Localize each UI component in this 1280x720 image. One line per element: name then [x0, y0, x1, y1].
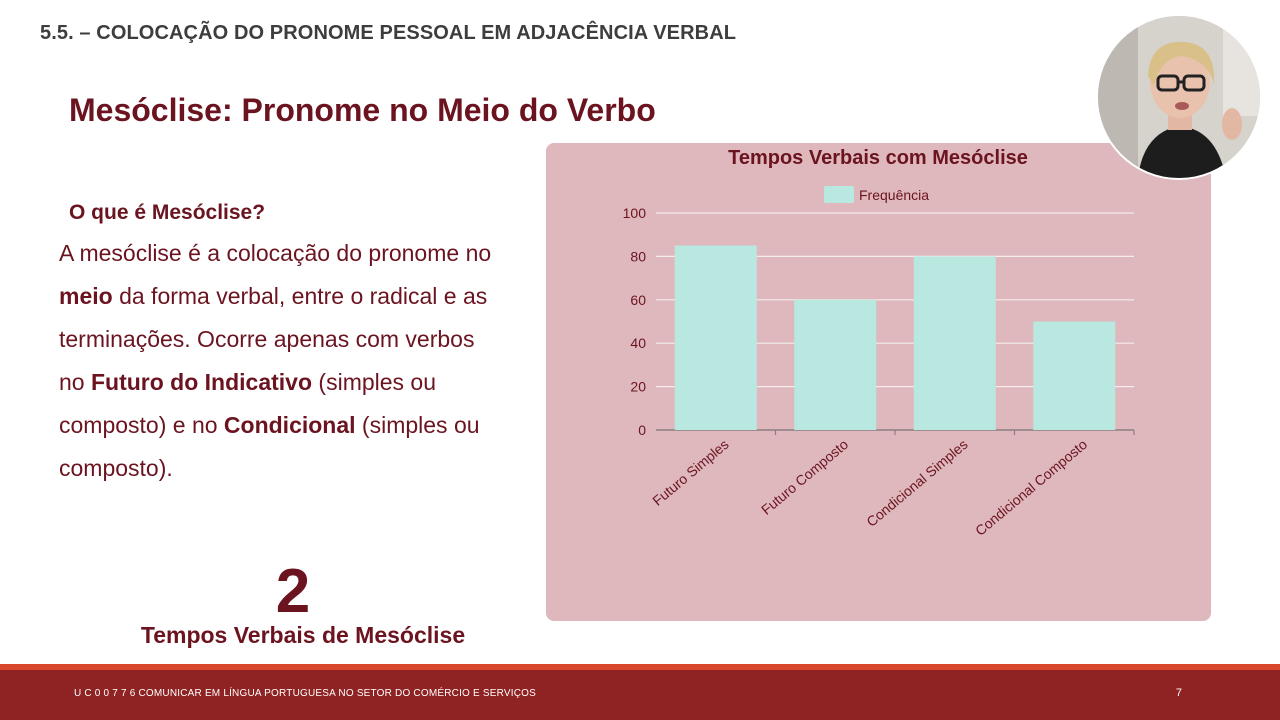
slide-title: Mesóclise: Pronome no Meio do Verbo	[69, 92, 656, 128]
bar	[914, 256, 996, 430]
x-tick-label: Condicional Simples	[863, 436, 971, 530]
bar	[675, 246, 757, 430]
bar	[1033, 322, 1115, 431]
x-tick-label: Futuro Simples	[649, 436, 732, 509]
y-tick-label: 40	[630, 335, 646, 352]
chart-title: Tempos Verbais com Mesóclise	[728, 147, 1028, 169]
body-bold-meio: meio	[59, 283, 113, 309]
legend-swatch	[824, 186, 854, 203]
body-bold-futuro: Futuro do Indicativo	[90, 369, 313, 395]
question-heading: O que é Mesóclise?	[69, 201, 266, 224]
x-tick-label: Futuro Composto	[758, 436, 852, 518]
footer-bar	[0, 670, 1280, 720]
page-number: 7	[1175, 687, 1182, 699]
bar	[794, 300, 876, 430]
y-tick-label: 80	[630, 248, 646, 265]
definition-text	[59, 232, 499, 490]
chart-panel	[546, 143, 1211, 621]
stat-number: 2	[275, 557, 311, 626]
y-tick-label: 20	[630, 378, 646, 395]
legend-label: Frequência	[859, 187, 930, 203]
bar-chart	[546, 143, 1211, 621]
webcam-video	[1098, 16, 1260, 178]
body-part-3: (simples ou composto) e no	[59, 369, 437, 438]
body-part-1: A mesóclise é a colocação do pronome no	[59, 240, 492, 266]
stat-caption: Tempos Verbais de Mesóclise	[140, 622, 466, 648]
section-title: 5.5. – COLOCAÇÃO DO PRONOME PESSOAL EM ADJACÊNCIA VERBAL	[40, 22, 737, 44]
y-tick-label: 60	[630, 291, 646, 308]
body-bold-condicional: Condicional	[223, 412, 356, 438]
body-part-2: da forma verbal, entre o radical e as terminações. Ocorre apenas com verbos no	[59, 283, 488, 395]
chart-bars	[675, 246, 1116, 430]
presenter-avatar	[1098, 16, 1260, 178]
y-tick-label: 100	[622, 205, 646, 221]
y-tick-label: 0	[638, 422, 646, 438]
body-part-4: (simples ou composto).	[59, 412, 480, 481]
footer-course-text: U C 0 0 7 7 6 COMUNICAR EM LÍNGUA PORTUGUESA NO SETOR DO COMÉRCIO E SERVIÇOS	[74, 688, 536, 699]
x-tick-label: Condicional Composto	[971, 436, 1091, 539]
